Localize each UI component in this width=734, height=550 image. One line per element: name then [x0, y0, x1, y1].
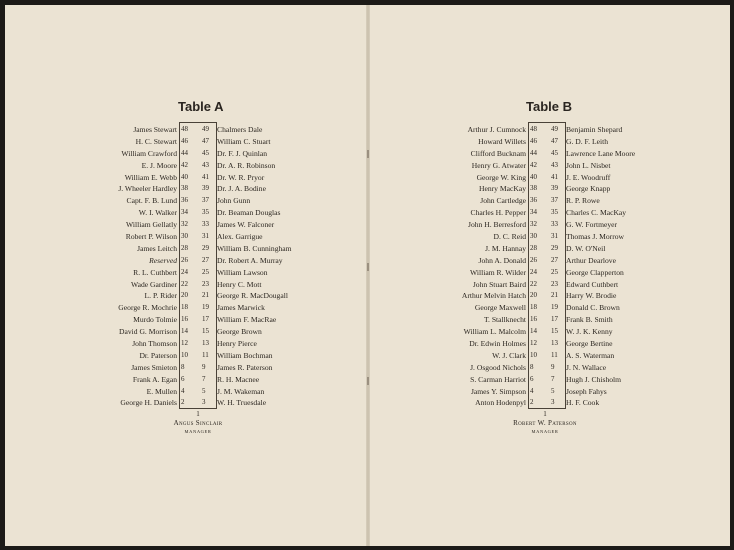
seat-name-left: James Stewart	[133, 125, 177, 134]
seat-name-right: J. N. Wallace	[566, 362, 607, 372]
seat-number-left: 10	[530, 350, 537, 359]
seat-name-right: James Marwick	[217, 303, 265, 313]
seat-number-right: 17	[551, 315, 558, 324]
table-row	[5, 136, 730, 148]
seat-name-left: E. Mullen	[146, 386, 177, 396]
seat-number-right: 31	[551, 232, 558, 241]
seat-name-left: J. Wheeler Hardley	[118, 184, 177, 194]
table-b-manager-name: Robert W. Paterson	[513, 419, 577, 427]
table-row	[5, 279, 730, 291]
seat-name-left: William L. Malcolm	[463, 327, 526, 337]
seat-number-right: 27	[551, 255, 558, 264]
seat-name-right: John L. Nisbet	[566, 160, 611, 170]
seat-name-right: G. D. F. Leith	[566, 136, 608, 146]
seat-number-right: 7	[551, 374, 555, 383]
seat-name-left: Capt. F. B. Lund	[126, 196, 177, 206]
seat-name-right: Dr. W. R. Pryor	[217, 172, 265, 182]
seat-name-right: Lawrence Lane Moore	[566, 148, 636, 158]
seat-number-left: 8	[530, 362, 534, 371]
table-row	[5, 362, 730, 374]
table-b-manager-role: MANAGER	[531, 429, 559, 434]
table-row	[5, 219, 730, 231]
seat-number-right: 41	[202, 172, 209, 181]
table-a-manager-role: MANAGER	[184, 429, 212, 434]
seat-name-right: James R. Paterson	[217, 362, 273, 372]
table-row	[5, 195, 730, 207]
seat-number-right: 7	[202, 374, 206, 383]
seat-name-left: John H. Berresford	[468, 220, 526, 230]
table-row	[5, 207, 730, 219]
table-row	[5, 326, 730, 338]
seat-name-left: Wade Gardiner	[131, 279, 177, 289]
seat-number-left: 24	[181, 267, 188, 276]
seat-name-right: William F. MacRae	[217, 315, 277, 325]
seat-name-right: Harry W. Brodie	[566, 291, 617, 301]
seat-name-left: J. Osgood Nichols	[470, 362, 526, 372]
seat-number-left: 48	[530, 125, 537, 133]
table-row	[5, 350, 730, 362]
seat-name-left: Charles H. Pepper	[470, 208, 526, 218]
seat-name-right: Dr. A. R. Robinson	[217, 160, 276, 170]
table-row	[5, 148, 730, 160]
seat-number-right: 39	[551, 184, 558, 193]
seat-name-right: H. F. Cook	[566, 398, 600, 408]
seat-number-right: 15	[551, 327, 558, 336]
seat-number-right: 49	[551, 125, 558, 133]
seat-number-right: 9	[202, 362, 206, 371]
seat-name-left: George W. King	[476, 172, 526, 182]
seat-number-right: 21	[202, 291, 209, 300]
table-row	[5, 255, 730, 267]
seat-name-right: Hugh J. Chisholm	[566, 374, 622, 384]
seat-number-left: 42	[181, 160, 188, 169]
seat-name-right: A. S. Waterman	[566, 350, 615, 360]
seat-number-right: 23	[202, 279, 209, 288]
seat-name-left: E. J. Moore	[141, 160, 177, 170]
seat-name-left: Dr. Edwin Holmes	[469, 339, 526, 349]
seat-name-left: D. C. Reid	[493, 232, 526, 242]
seat-name-left: J. M. Hannay	[485, 243, 526, 253]
seat-number-right: 5	[202, 386, 206, 395]
seat-name-right: William Lawson	[217, 267, 268, 277]
seat-name-left: T. Stallknecht	[483, 315, 526, 325]
seat-name-left: Robert P. Wilson	[125, 232, 177, 242]
seat-number-left: 30	[530, 232, 537, 241]
seat-name-left: Frank A. Egan	[132, 374, 177, 384]
seat-name-left: George H. Daniels	[120, 398, 177, 408]
seat-name-right: W. H. Truesdale	[217, 398, 267, 408]
seat-number-right: 11	[551, 350, 558, 359]
seat-number-left: 6	[181, 374, 185, 383]
seat-number-right: 17	[202, 315, 209, 324]
seat-name-left: Clifford Bucknam	[470, 148, 526, 158]
seat-number-left: 12	[181, 339, 188, 348]
seat-number-left: 40	[181, 172, 188, 181]
seat-number-left: 4	[181, 386, 185, 395]
seat-number-left: 48	[181, 125, 188, 133]
seat-number-left: 30	[181, 232, 188, 241]
seat-name-right: William C. Stuart	[217, 136, 271, 146]
seat-name-right: Dr. Beaman Douglas	[217, 208, 281, 218]
table-row	[5, 302, 730, 314]
seat-name-left: S. Carman Harriot	[470, 374, 526, 384]
seat-number-left: 18	[181, 303, 188, 312]
table-row	[5, 397, 730, 409]
table-row	[5, 338, 730, 350]
book-spread	[5, 5, 730, 546]
table-row	[5, 231, 730, 243]
seat-number-left: 36	[181, 196, 188, 205]
seat-name-right: John Gunn	[217, 196, 251, 206]
seat-name-right: D. W. O'Neil	[566, 243, 606, 253]
seat-number-right: 29	[202, 243, 209, 252]
seat-name-right: Edward Cuthbert	[566, 279, 619, 289]
seat-number-right: 25	[551, 267, 558, 276]
seat-number-right: 29	[551, 243, 558, 252]
seat-name-left: James Y. Simpson	[470, 386, 526, 396]
seat-name-right: George Brown	[217, 327, 262, 337]
seat-name-right: R. P. Rowe	[566, 196, 600, 206]
seat-number-right: 27	[202, 255, 209, 264]
seat-number-left: 18	[530, 303, 537, 312]
seat-number-right: 35	[202, 208, 209, 217]
seat-number-right: 43	[551, 160, 558, 169]
seat-number-right: 23	[551, 279, 558, 288]
seat-name-right: W. J. K. Kenny	[566, 327, 613, 337]
seat-number-right: 31	[202, 232, 209, 241]
table-a-title: Table A	[178, 99, 224, 114]
seat-number-right: 3	[551, 398, 555, 407]
seat-name-right: Frank B. Smith	[566, 315, 613, 325]
seat-number-right: 33	[202, 220, 209, 229]
table-b	[5, 124, 730, 409]
table-b-head-number: 1	[543, 410, 547, 418]
seat-number-left: 44	[530, 148, 537, 157]
seat-number-right: 41	[551, 172, 558, 181]
seat-number-right: 45	[202, 148, 209, 157]
seat-name-left: Anton Hodenpyl	[475, 398, 526, 408]
seat-number-left: 38	[181, 184, 188, 193]
seat-name-right: George Knapp	[566, 184, 611, 194]
seat-number-right: 47	[202, 136, 209, 145]
seat-name-left: James Smieton	[131, 362, 177, 372]
seat-number-left: 2	[530, 398, 534, 407]
table-row	[5, 374, 730, 386]
seat-number-left: 22	[530, 279, 537, 288]
seat-name-left: George Maxwell	[474, 303, 526, 313]
seat-number-left: 16	[530, 315, 537, 324]
seat-name-right: R. H. Macnee	[217, 374, 260, 384]
seat-name-right: George Clapperton	[566, 267, 624, 277]
seat-name-left: John Stuart Baird	[472, 279, 526, 289]
seat-name-left: David G. Morrison	[118, 327, 177, 337]
seat-number-left: 14	[530, 327, 537, 336]
seat-number-right: 19	[551, 303, 558, 312]
table-row	[5, 290, 730, 302]
seat-name-left: Henry G. Atwater	[471, 160, 526, 170]
seat-number-left: 36	[530, 196, 537, 205]
seat-number-right: 13	[551, 339, 558, 348]
seat-name-left: R. L. Cuthbert	[133, 267, 177, 277]
seat-number-left: 42	[530, 160, 537, 169]
seat-name-left: William Gellatly	[126, 220, 177, 230]
seat-number-right: 39	[202, 184, 209, 193]
seat-number-right: 43	[202, 160, 209, 169]
seat-name-left: Arthur Melvin Hatch	[461, 291, 526, 301]
seat-name-left: John A. Donald	[478, 255, 526, 265]
seat-name-left: Murdo Tolmie	[133, 315, 177, 325]
seat-number-right: 35	[551, 208, 558, 217]
seat-number-right: 49	[202, 125, 209, 133]
seat-name-right: Thomas J. Morrow	[566, 232, 625, 242]
seat-number-left: 46	[530, 136, 537, 145]
seat-number-left: 32	[530, 220, 537, 229]
seat-name-right: Dr. Robert A. Murray	[217, 255, 283, 265]
table-row	[5, 160, 730, 172]
seat-name-right: George R. MacDougall	[217, 291, 288, 301]
seat-number-left: 28	[181, 243, 188, 252]
seat-name-right: George Bertine	[566, 339, 613, 349]
seat-number-right: 37	[202, 196, 209, 205]
seat-number-right: 5	[551, 386, 555, 395]
seat-name-right: Joseph Fahys	[566, 386, 607, 396]
seat-number-left: 38	[530, 184, 537, 193]
seat-number-left: 20	[181, 291, 188, 300]
seat-name-right: William Bochman	[217, 350, 273, 360]
seat-name-left: L. P. Rider	[144, 291, 177, 301]
seat-number-left: 32	[181, 220, 188, 229]
seat-name-left: William E. Webb	[124, 172, 177, 182]
seat-name-right: Donald C. Brown	[566, 303, 620, 313]
seat-name-left: John Cartledge	[480, 196, 526, 206]
seat-number-left: 2	[181, 398, 185, 407]
seat-number-left: 20	[530, 291, 537, 300]
seat-number-left: 22	[181, 279, 188, 288]
seat-number-right: 47	[551, 136, 558, 145]
table-row	[5, 243, 730, 255]
table-row	[5, 124, 730, 136]
seat-number-left: 26	[530, 255, 537, 264]
seat-number-right: 15	[202, 327, 209, 336]
seat-name-right: Henry C. Mott	[217, 279, 262, 289]
seat-number-left: 28	[530, 243, 537, 252]
table-row	[5, 386, 730, 398]
seat-number-left: 12	[530, 339, 537, 348]
seat-name-left: H. C. Stewart	[135, 136, 177, 146]
seat-name-right: Benjamin Shepard	[566, 125, 623, 134]
table-row	[5, 314, 730, 326]
seat-number-left: 4	[530, 386, 534, 395]
seat-name-right: Chalmers Dale	[217, 125, 263, 134]
seat-number-left: 6	[530, 374, 534, 383]
seat-name-left: William Crawford	[121, 148, 177, 158]
seat-number-left: 34	[181, 208, 188, 217]
seat-name-right: Dr. J. A. Bodine	[217, 184, 266, 194]
seat-number-right: 45	[551, 148, 558, 157]
table-a-head-number: 1	[196, 410, 200, 418]
seat-name-left: Arthur J. Cumnock	[467, 125, 526, 134]
table-b-title: Table B	[526, 99, 572, 114]
seat-name-right: Alex. Garrigue	[217, 232, 263, 242]
seat-name-left: W. I. Walker	[138, 208, 177, 218]
seat-number-left: 46	[181, 136, 188, 145]
seat-number-left: 16	[181, 315, 188, 324]
table-row	[5, 267, 730, 279]
seat-name-left: Henry MacKay	[478, 184, 526, 194]
seat-number-left: 24	[530, 267, 537, 276]
seat-number-right: 25	[202, 267, 209, 276]
seat-name-left: James Leitch	[137, 243, 177, 253]
seat-number-left: 40	[530, 172, 537, 181]
seat-name-left: George R. Mochrie	[118, 303, 177, 313]
seat-number-right: 37	[551, 196, 558, 205]
seat-name-right: James W. Falconer	[217, 220, 275, 230]
seat-number-right: 13	[202, 339, 209, 348]
seat-name-left: Howard Willets	[478, 136, 526, 146]
seat-name-left: W. J. Clark	[492, 350, 526, 360]
seat-number-right: 19	[202, 303, 209, 312]
seat-name-right: J. M. Wakeman	[217, 386, 265, 396]
table-row	[5, 183, 730, 195]
seat-name-right: G. W. Fortmeyer	[566, 220, 618, 230]
seat-number-right: 9	[551, 362, 555, 371]
seat-number-left: 34	[530, 208, 537, 217]
table-row	[5, 172, 730, 184]
seat-name-left: John Thomson	[132, 339, 177, 349]
seat-name-right: William B. Cunningham	[217, 243, 292, 253]
seat-name-right: Arthur Dearlove	[566, 255, 616, 265]
seat-number-right: 33	[551, 220, 558, 229]
seat-name-right: Charles C. MacKay	[566, 208, 627, 218]
seat-number-left: 8	[181, 362, 185, 371]
seat-name-left: William R. Wilder	[470, 267, 526, 277]
seat-number-left: 26	[181, 255, 188, 264]
seat-number-right: 11	[202, 350, 209, 359]
seat-number-right: 21	[551, 291, 558, 300]
seat-number-left: 14	[181, 327, 188, 336]
seat-number-left: 10	[181, 350, 188, 359]
seat-name-right: Henry Pierce	[217, 339, 257, 349]
seat-name-left: Reserved	[149, 255, 177, 265]
seat-name-left: Dr. Paterson	[139, 350, 177, 360]
seat-number-left: 44	[181, 148, 188, 157]
seat-name-right: Dr. F. J. Quinlan	[217, 148, 268, 158]
seat-number-right: 3	[202, 398, 206, 407]
seat-name-right: J. E. Woodruff	[566, 172, 611, 182]
table-a-manager-name: Angus Sinclair	[173, 419, 223, 427]
